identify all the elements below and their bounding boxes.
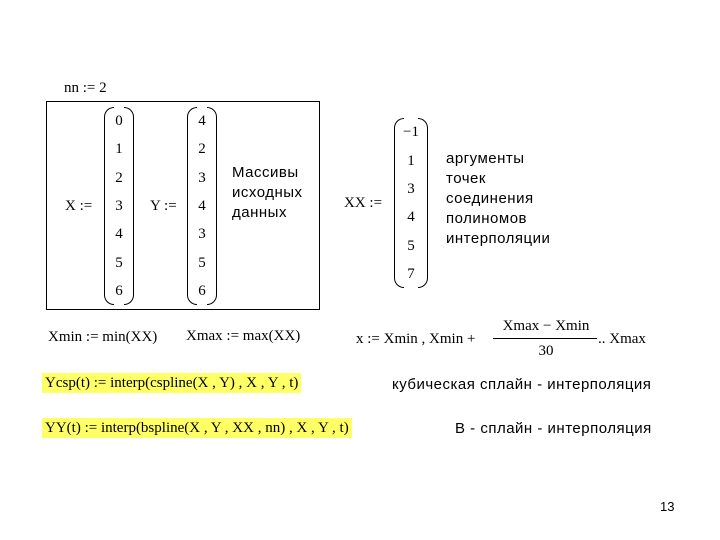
yy-highlight: YY(t) := interp(bspline(X , Y , XX , nn) , X , Y , t) <box>42 418 352 438</box>
data-caption-line: исходных <box>232 184 303 201</box>
xx-caption-line: интерполяции <box>446 230 551 247</box>
range-numerator: Xmax − Xmin <box>502 318 590 334</box>
xx-value: 3 <box>407 180 415 197</box>
range-prefix: x := Xmin , Xmin + <box>356 331 476 347</box>
x-value: 0 <box>115 113 123 130</box>
x-value: 6 <box>115 282 123 299</box>
xx-value: 5 <box>407 237 415 254</box>
xmin-definition: Xmin := min(XX) <box>48 329 158 345</box>
y-value: 3 <box>198 169 206 186</box>
data-caption-line: данных <box>232 204 287 221</box>
range-suffix: .. Xmax <box>598 331 646 347</box>
data-caption-line: Массивы <box>232 164 299 181</box>
ycsp-highlight: Ycsp(t) := interp(cspline(X , Y) , X , Y , t) <box>42 373 301 393</box>
xx-caption-line: аргументы <box>446 150 525 167</box>
x-value: 4 <box>115 226 123 243</box>
y-value: 3 <box>198 226 206 243</box>
y-value: 2 <box>198 141 206 158</box>
x-value: 1 <box>115 141 123 158</box>
x-label: X := <box>65 198 93 214</box>
y-value: 4 <box>198 198 206 214</box>
range-denominator: 30 <box>538 343 554 359</box>
x-value: 3 <box>115 198 123 214</box>
x-value: 2 <box>115 169 123 186</box>
yy-definition <box>42 420 352 437</box>
xx-vector <box>394 118 428 288</box>
xx-value: 7 <box>407 265 415 282</box>
y-label: Y := <box>150 198 177 214</box>
nn-definition: nn := 2 <box>64 80 107 96</box>
x-value: 5 <box>115 254 123 271</box>
ycsp-caption: кубическая сплайн - интерполяция <box>392 376 652 393</box>
xx-value: 4 <box>407 209 415 226</box>
xx-value: 1 <box>407 152 415 169</box>
ycsp-definition <box>42 375 301 392</box>
y-vector <box>187 107 217 305</box>
xx-value: −1 <box>403 124 419 141</box>
y-value: 6 <box>198 282 206 299</box>
data-caption <box>232 163 303 223</box>
fraction-bar <box>493 338 597 339</box>
xx-caption-line: полиномов <box>446 210 528 227</box>
yy-caption: В - сплайн - интерполяция <box>455 420 652 437</box>
xx-caption-line: точек <box>446 170 486 187</box>
x-vector <box>104 107 134 305</box>
xx-caption-line: соединения <box>446 190 534 207</box>
xx-label: XX := <box>344 195 383 211</box>
y-value: 4 <box>198 113 206 130</box>
xmax-definition: Xmax := max(XX) <box>186 328 301 344</box>
page-number: 13 <box>660 499 675 514</box>
y-value: 5 <box>198 254 206 271</box>
xx-caption <box>446 149 550 249</box>
